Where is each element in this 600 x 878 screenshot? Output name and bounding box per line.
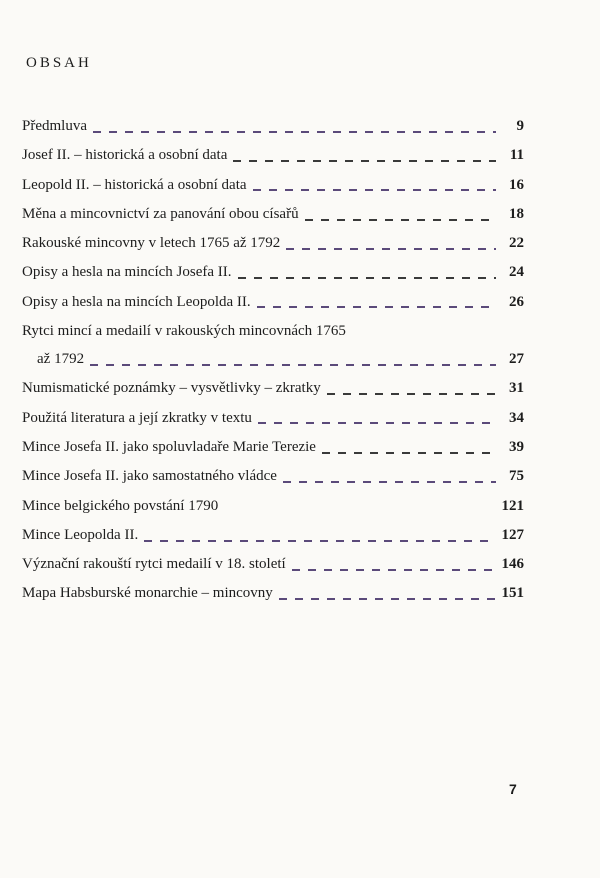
toc-entry-page: 146	[501, 556, 524, 573]
toc-entry-title: Mapa Habsburské monarchie – mincovny	[22, 585, 273, 602]
toc-entry-title: Mince Josefa II. jako samostatného vládce	[22, 468, 277, 485]
toc-entry	[22, 437, 524, 466]
dot-leader	[224, 510, 495, 512]
page-number: 7	[509, 781, 517, 797]
toc-entry-page: 27	[509, 351, 524, 368]
dot-leader	[327, 393, 496, 395]
toc-entry-page: 31	[509, 380, 524, 397]
dot-leader	[283, 481, 496, 483]
toc-entry	[22, 496, 524, 525]
toc-entry-page: 121	[501, 497, 524, 514]
toc-entry-page: 39	[509, 438, 524, 455]
toc-entry-page: 151	[501, 585, 524, 602]
toc-entry-title: Mince belgického povstání 1790	[22, 497, 219, 514]
toc-entry	[22, 233, 524, 262]
dot-leader	[238, 277, 496, 279]
toc-entry	[22, 262, 524, 291]
toc-entry-title: Leopold II. – historická a osobní data	[22, 176, 247, 193]
toc-entry-page: 11	[509, 147, 524, 164]
toc-entry	[22, 583, 524, 612]
dot-leader	[258, 422, 496, 424]
toc-entry	[22, 525, 524, 554]
dot-leader	[279, 598, 496, 600]
toc-entry-page: 127	[501, 526, 524, 543]
dot-leader	[93, 131, 496, 133]
table-of-contents	[22, 116, 524, 613]
toc-entry-title: Rytci mincí a medailí v rakouských mincovnách 1765	[22, 323, 346, 340]
toc-entry-page: 75	[509, 468, 524, 485]
toc-entry	[22, 378, 524, 407]
toc-entry-title: Numismatické poznámky – vysvětlivky – zkratky	[22, 380, 321, 397]
dot-leader	[90, 364, 496, 366]
toc-entry-page: 26	[509, 293, 524, 310]
toc-entry-title-continued: až 1792	[37, 351, 85, 368]
toc-entry-title: Význační rakouští rytci medailí v 18. století	[22, 556, 286, 573]
toc-entry-title: Opisy a hesla na mincích Leopolda II.	[22, 293, 251, 310]
toc-entry-page: 24	[509, 264, 524, 281]
toc-entry	[22, 554, 524, 583]
toc-entry-title: Josef II. – historická a osobní data	[22, 147, 228, 164]
dot-leader	[233, 160, 496, 162]
toc-entry-page: 18	[509, 205, 524, 222]
dot-leader	[144, 540, 495, 542]
dot-leader	[286, 248, 496, 250]
toc-entry	[22, 321, 524, 378]
toc-entry-page: 22	[509, 235, 524, 252]
toc-entry	[22, 145, 524, 174]
toc-entry	[22, 466, 524, 495]
toc-entry-title: Mince Josefa II. jako spoluvladaře Marie Terezie	[22, 438, 316, 455]
toc-entry-title: Rakouské mincovny v letech 1765 až 1792	[22, 235, 281, 252]
toc-entry-title: Měna a mincovnictví za panování obou císařů	[22, 205, 299, 222]
dot-leader	[292, 569, 496, 571]
toc-entry	[22, 292, 524, 321]
toc-entry-page: 16	[509, 176, 524, 193]
toc-entry-title: Předmluva	[22, 118, 87, 134]
dot-leader	[322, 452, 496, 454]
toc-entry-page: 9	[516, 118, 524, 134]
toc-entry	[22, 204, 524, 233]
toc-entry-title: Použitá literatura a její zkratky v textu	[22, 409, 252, 426]
dot-leader	[253, 189, 496, 191]
toc-entry	[22, 175, 524, 204]
toc-entry-title: Mince Leopolda II.	[22, 526, 139, 543]
page-title: OBSAH	[26, 55, 92, 71]
dot-leader	[257, 306, 496, 308]
dot-leader	[305, 219, 496, 221]
toc-entry-title: Opisy a hesla na mincích Josefa II.	[22, 264, 232, 281]
toc-entry-continuation	[22, 349, 524, 378]
toc-entry	[22, 116, 524, 145]
toc-entry-page: 34	[509, 409, 524, 426]
toc-entry	[22, 408, 524, 437]
